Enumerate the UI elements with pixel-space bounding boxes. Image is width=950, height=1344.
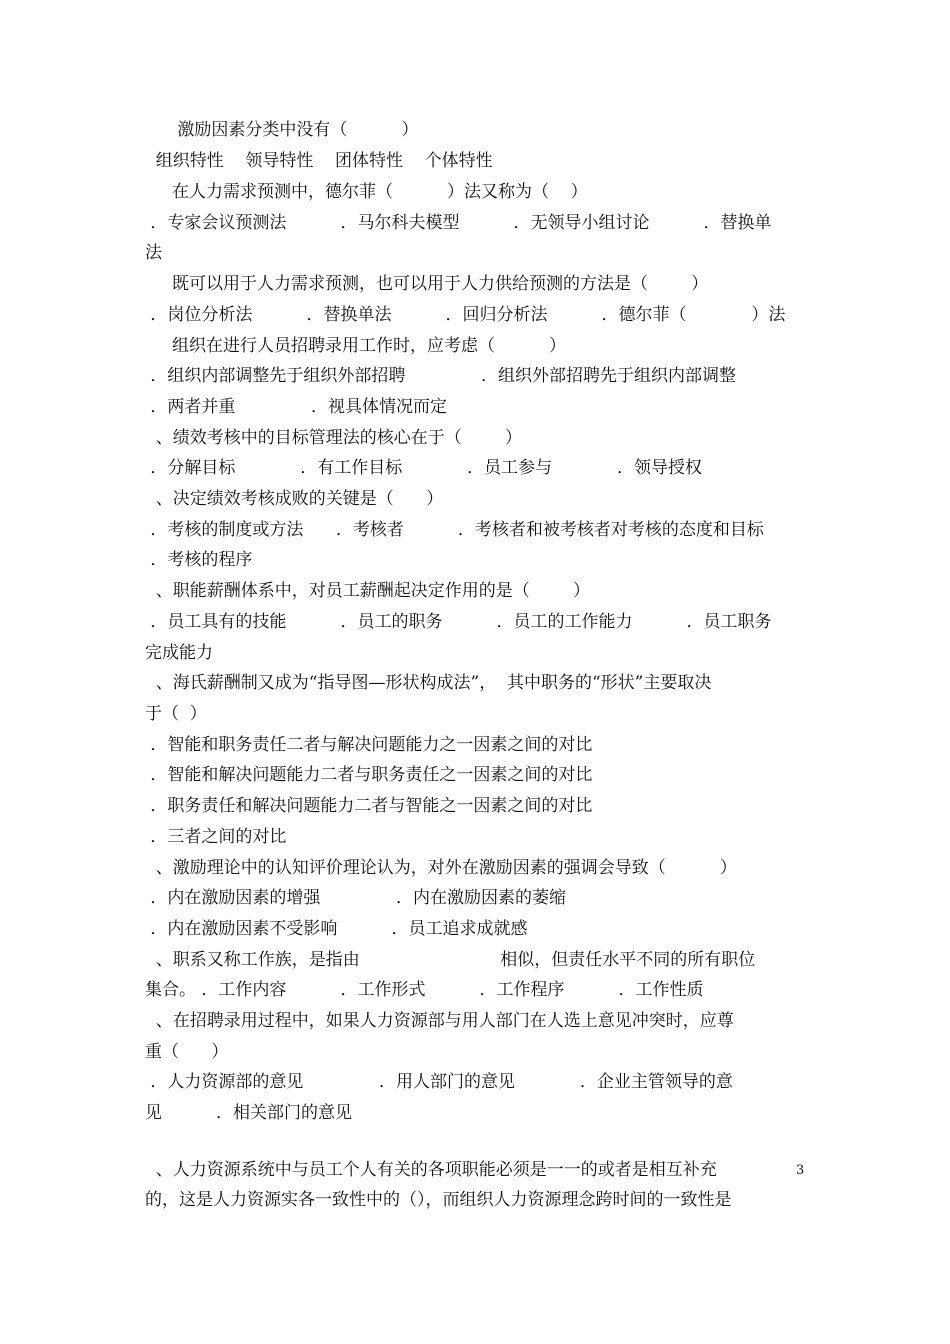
text-line: ．智能和职务责任二者与解决问题能力之一因素之间的对比 [145,735,593,755]
text-line: ．智能和解决问题能力二者与职务责任之一因素之间的对比 [145,765,593,785]
text-line: ．内在激励因素不受影响 ．员工追求成就感 [145,919,528,939]
text-line: ．人力资源部的意见 ．用人部门的意见 ．企业主管领导的意 [145,1072,733,1092]
text-line: 的，这是人力资源实各一致性中的（），而组织人力资源理念跨时间的一致性是 [145,1190,732,1210]
text-line: ．考核的制度或方法 ．考核者 ．考核者和被考核者对考核的态度和目标 [145,520,764,540]
text-line: 完成能力 [145,643,213,663]
text-line: 法 [145,243,162,263]
text-line: 组织特性 领导特性 团体特性 个体特性 [145,151,493,171]
text-line: ．岗位分析法 ．替换单法 ．回归分析法 ．德尔菲（ ）法 [145,305,786,325]
text-line: ．员工具有的技能 ．员工的职务 ．员工的工作能力 ．员工职务 [145,612,772,632]
text-line: 激励因素分类中没有（ ） [145,120,419,140]
text-line: 集合。 ．工作内容 ．工作形式 ．工作程序 ．工作性质 [145,980,704,1000]
text-line: ．职务责任和解决问题能力二者与智能之一因素之间的对比 [145,796,593,816]
text-line: 、绩效考核中的目标管理法的核心在于（ ） [145,428,523,448]
text-line: ．专家会议预测法 ．马尔科夫模型 ．无领导小组讨论 ．替换单 [145,213,772,233]
text-line: ．组织内部调整先于组织外部招聘 ．组织外部招聘先于组织内部调整 [145,366,737,386]
text-line: ．考核的程序 [145,550,253,570]
text-line: 见 ．相关部门的意见 [145,1103,353,1123]
text-line: 组织在进行人员招聘录用工作时，应考虑（ ） [145,336,567,356]
text-line: ．分解目标 ．有工作目标 ．员工参与 ．领导授权 [145,458,702,478]
text-line: 、激励理论中的认知评价理论认为，对外在激励因素的强调会导致（ ） [145,858,737,878]
text-line: 既可以用于人力需求预测，也可以用于人力供给预测的方法是（ ） [145,274,709,294]
text-line: 、职系又称工作族，是指由 相似，但责任水平不同的所有职位 [145,950,756,970]
text-line: 、职能薪酬体系中，对员工薪酬起决定作用的是（ ） [145,581,591,601]
page-number: 3 [796,1163,805,1178]
text-line: ．三者之间的对比 [145,827,287,847]
text-line: 于（ ） [145,704,207,724]
text-line: ．两者并重 ．视具体情况而定 [145,397,448,417]
text-line: 在人力需求预测中，德尔菲（ ）法又称为（ ） [145,182,588,202]
text-line: 、在招聘录用过程中，如果人力资源部与用人部门在人选上意见冲突时，应尊 [145,1011,734,1031]
text-line: ．内在激励因素的增强 ．内在激励因素的萎缩 [145,888,567,908]
text-line: 、海氏薪酬制又成为“指导图—形状构成法”， 其中职务的“形状”主要取决 [145,673,712,693]
text-line: 、决定绩效考核成败的关键是（ ） [145,489,444,509]
text-line: 、人力资源系统中与员工个人有关的各项职能必须是一一的或者是相互补充 [145,1160,717,1180]
text-line: 重（ ） [145,1042,229,1062]
